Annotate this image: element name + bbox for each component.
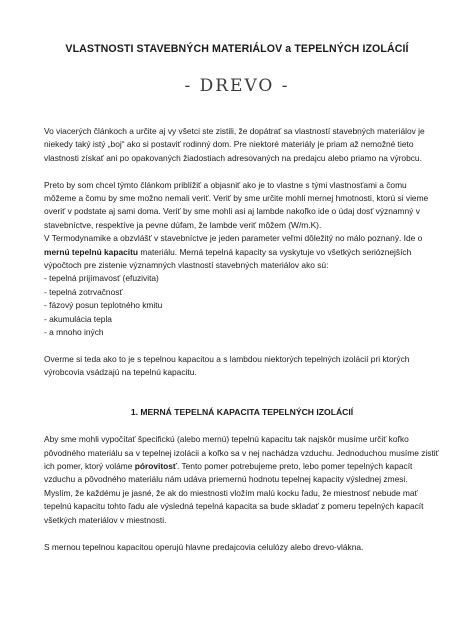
intro-paragraph-3 (44, 232, 440, 272)
page-subtitle: - DREVO - (184, 76, 290, 96)
list-item: - akumulácia tepla (44, 313, 112, 324)
document-body (44, 125, 440, 554)
list-item: - a mnoho iných (44, 327, 104, 338)
list-item: - tepelná zotrvačnosť (44, 286, 123, 297)
section1-paragraph-2: Myslím, že každému je jasné, že ak do miestnosti vložím malú kocku ľadu, že miestnosť nebude mať tepelnú kapacitu tohto ľadu ale výsledná tepelná kapacita sa bude skladať z pomeru tepelných kapacít všetkých materiálov v miestnosti. (44, 487, 424, 525)
intro-paragraph-4: Overme si teda ako to je s tepelnou kapacitou a s lambdou niektorých tepelných izolácií pri ktorých výrobcovia vsádzajú na tepelnú kapacitu. (44, 353, 410, 378)
section-heading: 1. MERNÁ TEPELNÁ KAPACITA TEPELNÝCH IZOLÁCIÍ (130, 407, 354, 418)
list-item: - fázový posun teplotného kmitu (44, 300, 163, 311)
page-title: VLASTNOSTI STAVEBNÝCH MATERIÁLOV a TEPELNÝCH IZOLÁCIÍ (65, 43, 409, 55)
bold-term-porosity: pórovitosť (134, 461, 177, 472)
intro-paragraph-3-text-a: V Termodynamike a obzvlášť v stavebníctve je jeden parameter veľmi dôležitý no málo poznaný. Ide o (44, 233, 423, 244)
bold-term-heat-capacity: mernú tepelnú kapacitu (44, 246, 139, 257)
intro-paragraph-1: Vo viacerých článkoch a určite aj vy všetci ste zistili, že dopátrať sa vlastností stavebných materiálov je niekedy taký istý „boj“ ako si postaviť rodinný dom. Pre niektoré materiály je priam až nemožné tieto vlastnosti získať ani po opakovaných žiadostiach adresovaných na predajcu alebo priamo na výrobcu. (44, 126, 425, 163)
section1-paragraph-1-text-a: Aby sme mohli vypočítať špecifickú (alebo mernú) tepelnú kapacitu tak najskôr musíme určiť koľko pôvodného materiálu sa v tepelnej izolácii a koľko sa v nej nachádza vzduchu. Jednoduchou musíme zistiť ich pomer, ktorý voláme (44, 434, 439, 472)
section1-paragraph-3: S mernou tepelnou kapacitou operujú hlavne predajcovia celulózy alebo drevo-vlákna. (44, 541, 364, 552)
intro-paragraph-2: Preto by som chcel týmto článkom priblížiť a objasniť ako je to vlastne s tými vlastnosťami a čomu môžeme a čomu by sme možno nemali veriť. Veriť by sme určite mohli mernej hmotnosti, ktorú si vieme overiť v podstate aj sami doma. Veriť by sme mohli asi aj lambde nakoľko ide o údaj dosť významný v stavebníctve, respektíve ja pevne dúfam, že lambde veriť môžem (W/m.K). (44, 179, 429, 230)
intro-paragraph-3-text-b: materiálu. Merná tepelná kapacity sa vyskytuje vo všetkých seriózne​jších výpočtoch pre zistenie významných vlastností stavebných materiálov ako sú: (44, 246, 412, 271)
section1-paragraph-1 (44, 433, 440, 487)
list-item: - tepelná prijímavosť (efuzivita) (44, 273, 159, 284)
section1-paragraph-1-text-b: . Tento pomer potrebujeme preto, lebo pomer tepelných kapacít vzduchu a pôvodného materiálu nám udáva priemernú hodnotu tepelnej kapacity výslednej zmesi. (44, 461, 413, 485)
